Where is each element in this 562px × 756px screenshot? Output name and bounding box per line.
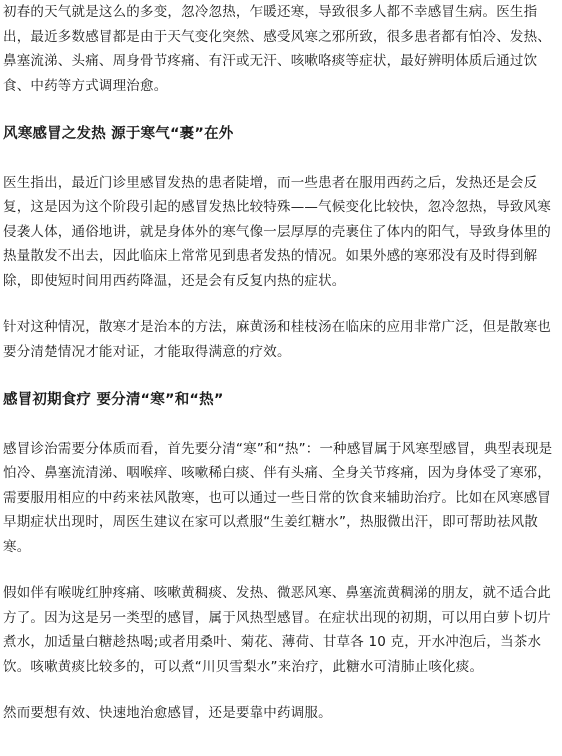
conclusion-paragraph: 然而要想有效、快速地治愈感冒，还是要靠中药调服。: [3, 705, 332, 721]
treatment-paragraph: 针对这种情况，散寒才是治本的方法，麻黄汤和桂枝汤在临床的应用非常广泛，但是散寒也要分清楚情况才能对证，才能取得满意的疗效。: [3, 319, 551, 360]
paragraph-spacer: [3, 559, 559, 581]
wind-cold-paragraph: 感冒诊治需要分体质而看，首先要分清“寒”和“热”：一种感冒属于风寒型感冒，典型表现是怕冷、鼻塞流清涕、咽喉痒、咳嗽稀白痰、伴有头痛、全身关节疼痛，因为身体受了寒邪，需要服用相应的中药来祛风散寒，也可以通过一些日常的饮食来辅助治疗。比如在风寒感冒早期症状出现时，周医生建议在家可以煮服“生姜红糖水”，热服微出汗，即可帮助祛风散寒。: [3, 440, 553, 555]
paragraph-spacer: [3, 413, 559, 437]
paragraph-spacer: [3, 98, 559, 122]
paragraph-spacer: [3, 293, 559, 315]
fever-cause-paragraph: 医生指出，最近门诊里感冒发热的患者陡增，而一些患者在服用西药之后，发热还是会反复，这是因为这个阶段引起的感冒发热比较特殊——气候变化比较快，忽冷忽热，导致风寒侵袭人体，通俗地讲，就是身体外的寒气像一层厚厚的壳裹住了体内的阳气，导致身体里的热量散发不出去，因此临床上常常见到患者发热的情况。如果外感的寒邪没有及时得到解除，即使短时间用西药降温，还是会有反复内热的症状。: [3, 174, 551, 289]
wind-heat-paragraph: 假如伴有喉咙红肿疼痛、咳嗽黄稠痰、发热、微恶风寒、鼻塞流黄稠涕的朋友，就不适合此方了。因为这是另一类型的感冒，属于风热型感冒。在症状出现的初期，可以用白萝卜切片煮水，加适量白糖趁热喝;或者用桑叶、菊花、薄荷、甘草各 10 克，开水冲泡后，当茶水饮。咳嗽黄痰比较多的，可以煮“川贝雪梨水”来治疗，此糖水可清肺止咳化痰。: [3, 585, 551, 675]
paragraph-spacer: [3, 147, 559, 171]
intro-paragraph: 初春的天气就是这么的多变，忽冷忽热，乍暖还寒，导致很多人都不幸感冒生病。医生指出，最近多数感冒都是由于天气变化突然、感受风寒之邪所致，很多患者都有怕冷、发热、鼻塞流涕、头痛、周身骨节疼痛、有汗或无汗、咳嗽咯痰等症状，最好辨明体质后通过饮食、中药等方式调理治愈。: [3, 4, 551, 94]
paragraph-spacer: [3, 364, 559, 388]
section-heading-diet: 感冒初期食疗 要分清“寒”和“热”: [3, 392, 224, 408]
section-heading-fever: 风寒感冒之发热 源于寒气“裹”在外: [3, 126, 234, 142]
paragraph-spacer: [3, 679, 559, 701]
